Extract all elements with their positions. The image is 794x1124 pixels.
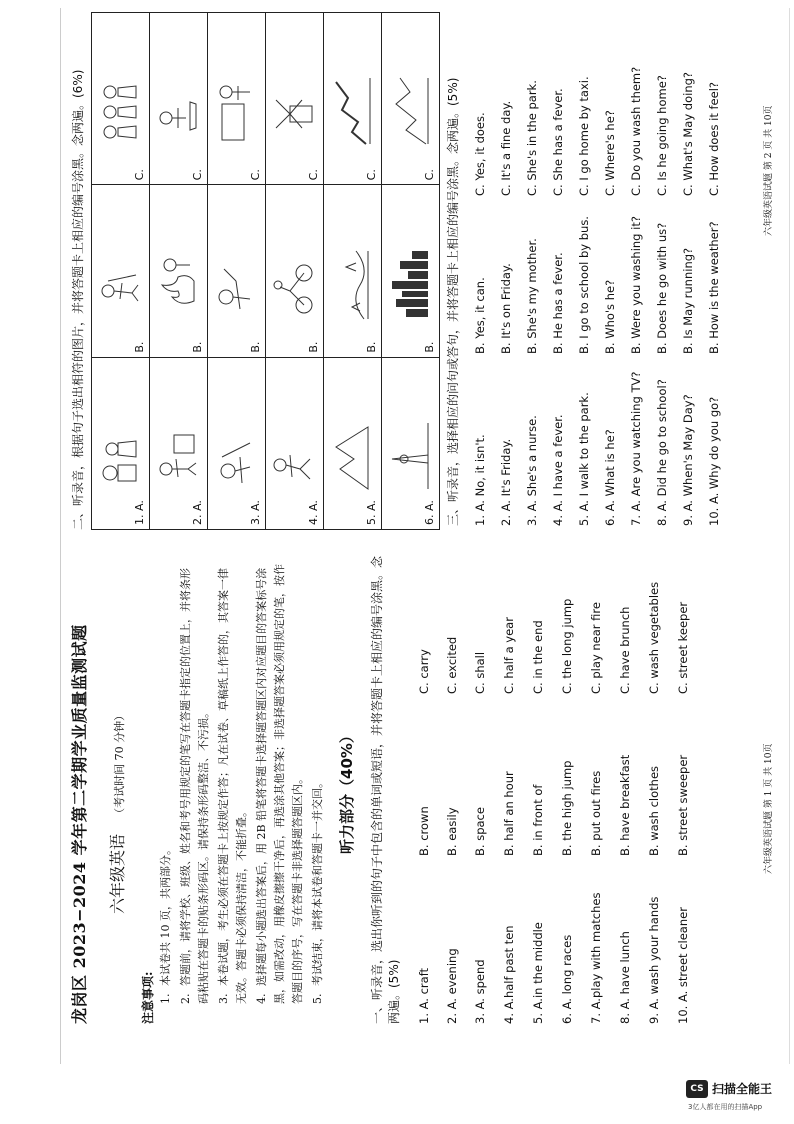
hands-picture-icon: [156, 68, 198, 148]
exam-title: 龙岗区 2023−2024 学年第二学期学业质量监测试题: [70, 624, 89, 1024]
windmill-picture-icon: [272, 68, 314, 148]
paper-sheet: [60, 8, 790, 1064]
picture-row: [382, 13, 439, 529]
picture-option: C.: [208, 13, 265, 184]
picture-grid: [91, 12, 440, 530]
picture-row: [208, 13, 266, 529]
picture-option: 5. A.: [324, 357, 381, 529]
picture-option: C.: [266, 13, 323, 184]
listening-section-title: 听力部分（40%）: [338, 728, 356, 854]
section-2-heading: 二、听录音，根据句子选出相符的图片，并将答题卡上相应的编号涂黑。念两遍。(6%): [71, 69, 85, 530]
question-row: 5. A. I walk to the park. B. I go to school by bus. C. I go home by taxi.: [577, 76, 591, 526]
question-row: 10. A. Why do you go? B. How is the weather? C. How does it feel?: [707, 81, 721, 526]
note-item: 2.答题前，请将学校、班级、姓名和考号用规定的笔写在答题卡指定的位置上，并将条形码粘贴在答题卡的贴条形码区。请保持条形码整洁、不污损。: [179, 568, 210, 1004]
question-row: 8. A. Did he go to school? B. Does he go with us? C. Is he going home?: [655, 75, 669, 526]
picture-option: 1. A.: [92, 357, 149, 529]
picture-option: B.: [382, 184, 439, 356]
question-row: 9. A. When's May Day? B. Is May running? C. What's May doing?: [681, 71, 695, 526]
page-1: [61, 536, 789, 1064]
sweeping-picture-icon: [98, 241, 140, 321]
scanner-tagline: 3亿人都在用的扫描App: [688, 1103, 763, 1111]
question-row: 7. A. Are you watching TV? B. Were you washing it? C. Do you wash them?: [629, 66, 643, 526]
teacher-picture-icon: [214, 68, 256, 148]
hills-picture-icon: [388, 68, 430, 148]
question-row: 2. A. It's Friday. B. It's on Friday. C. It's a fine day.: [499, 100, 513, 526]
person-picture-icon: [156, 413, 198, 493]
page-2: [61, 8, 789, 536]
writing-picture-icon: [214, 413, 256, 493]
children-picture-icon: [98, 68, 140, 148]
section-3-heading: 三、听录音，选择相应的问句或答句，并将答题卡上相应的编号涂黑。念两遍。(5%): [446, 77, 460, 526]
picture-option: 6. A.: [382, 357, 439, 529]
picture-option: 4. A.: [266, 357, 323, 529]
painting-picture-icon: [214, 241, 256, 321]
page-2-footer: 六年级英语试题 第 2 页 共 10页: [764, 105, 774, 236]
picture-option: 3. A.: [208, 357, 265, 529]
picture-row: [92, 13, 150, 529]
city-skyline-picture-icon: [388, 241, 430, 321]
running-picture-icon: [272, 413, 314, 493]
picture-option: C.: [92, 13, 149, 184]
picture-option: B.: [150, 184, 207, 356]
question-row: 7. A.play with matches B. put out fires C. play near fire: [589, 602, 603, 1024]
question-row: 3. A. She's a nurse. B. She's my mother. C. She's in the park.: [525, 80, 539, 526]
picture-row: [266, 13, 324, 529]
picture-option: C.: [382, 13, 439, 184]
picture-option: B.: [324, 184, 381, 356]
rotated-content: [61, 8, 789, 1064]
question-row: 8. A. have lunch B. have breakfast C. have brunch: [618, 606, 632, 1024]
picture-row: [324, 13, 382, 529]
note-item: 3.本卷试题，考生必须在答题卡上按规定作答；凡在试卷、草稿纸上作答的，其答案一律无效。答题卡必须保持清洁，不能折叠。: [217, 568, 248, 1004]
question-row: 1. A. No, it isn't. B. Yes, it can. C. Yes, it does.: [473, 112, 487, 526]
scanner-app-name: 扫描全能王: [712, 1082, 773, 1096]
question-row: 10. A. street cleaner B. street sweeper C. street keeper: [676, 601, 690, 1024]
picture-option: B.: [266, 184, 323, 356]
notes-title: 注意事项:: [141, 971, 155, 1024]
subject-label: 六年级英语: [108, 833, 127, 914]
picture-option: B.: [208, 184, 265, 356]
picture-row: [150, 13, 208, 529]
section-1-heading: 一、听录音，选出你听到的句子中包含的单词或短语，并将答题卡上相应的编号涂黑。念两遍。(5%): [370, 555, 401, 1024]
question-row: 5. A.in the middle B. in front of C. in the end: [531, 620, 545, 1024]
question-row: 1. A. craft B. crown C. carry: [417, 649, 431, 1024]
question-row: 6. A. What is he? B. Who's he? C. Where's he?: [603, 110, 617, 526]
picture-option: B.: [92, 184, 149, 356]
scanner-watermark: [686, 1078, 790, 1118]
note-item: 5.考试结束，请将本试卷和答题卡一并交回。: [311, 777, 324, 1004]
question-row: 6. A. long races B. the high jump C. the long jump: [560, 598, 574, 1024]
family-picture-icon: [98, 413, 140, 493]
picture-option: 2. A.: [150, 357, 207, 529]
camscanner-logo-icon: CS: [686, 1080, 708, 1098]
picture-option: C.: [324, 13, 381, 184]
great-wall-picture-icon: [330, 68, 372, 148]
mountain-picture-icon: [330, 413, 372, 493]
picture-option: C.: [150, 13, 207, 184]
landscape-picture-icon: [330, 241, 372, 321]
question-row: 9. A. wash your hands B. wash clothes C. wash vegetables: [647, 581, 661, 1024]
question-row: 4. A. I have a fever. B. He has a fever. C. She has a fever.: [551, 88, 565, 526]
page-1-footer: 六年级英语试题 第 1 页 共 10页: [764, 743, 774, 874]
question-row: 2. A. evening B. easily C. excited: [445, 636, 459, 1024]
question-row: 3. A. spend B. space C. shall: [473, 651, 487, 1024]
tower-picture-icon: [388, 413, 430, 493]
note-item: 4.选择题每小题选出答案后，用 2B 铅笔将答题卡选择题答题区内对应题目的答案标号涂黑，如需改动，用橡皮擦擦干净后，再选涂其他答案；非选择题答案必须用规定的笔，按作答题目的序号，写在答题卡非选择题答题区内。: [255, 564, 304, 1004]
note-item: 1.本试卷共 10 页，共两部分。: [159, 844, 172, 1004]
exam-subtitle: [105, 710, 128, 914]
question-row: 4. A.half past ten B. half an hour C. half a year: [502, 617, 516, 1024]
cycling-picture-icon: [272, 241, 314, 321]
fire-picture-icon: [156, 241, 198, 321]
time-note: （考试时间 70 分钟）: [113, 709, 126, 819]
